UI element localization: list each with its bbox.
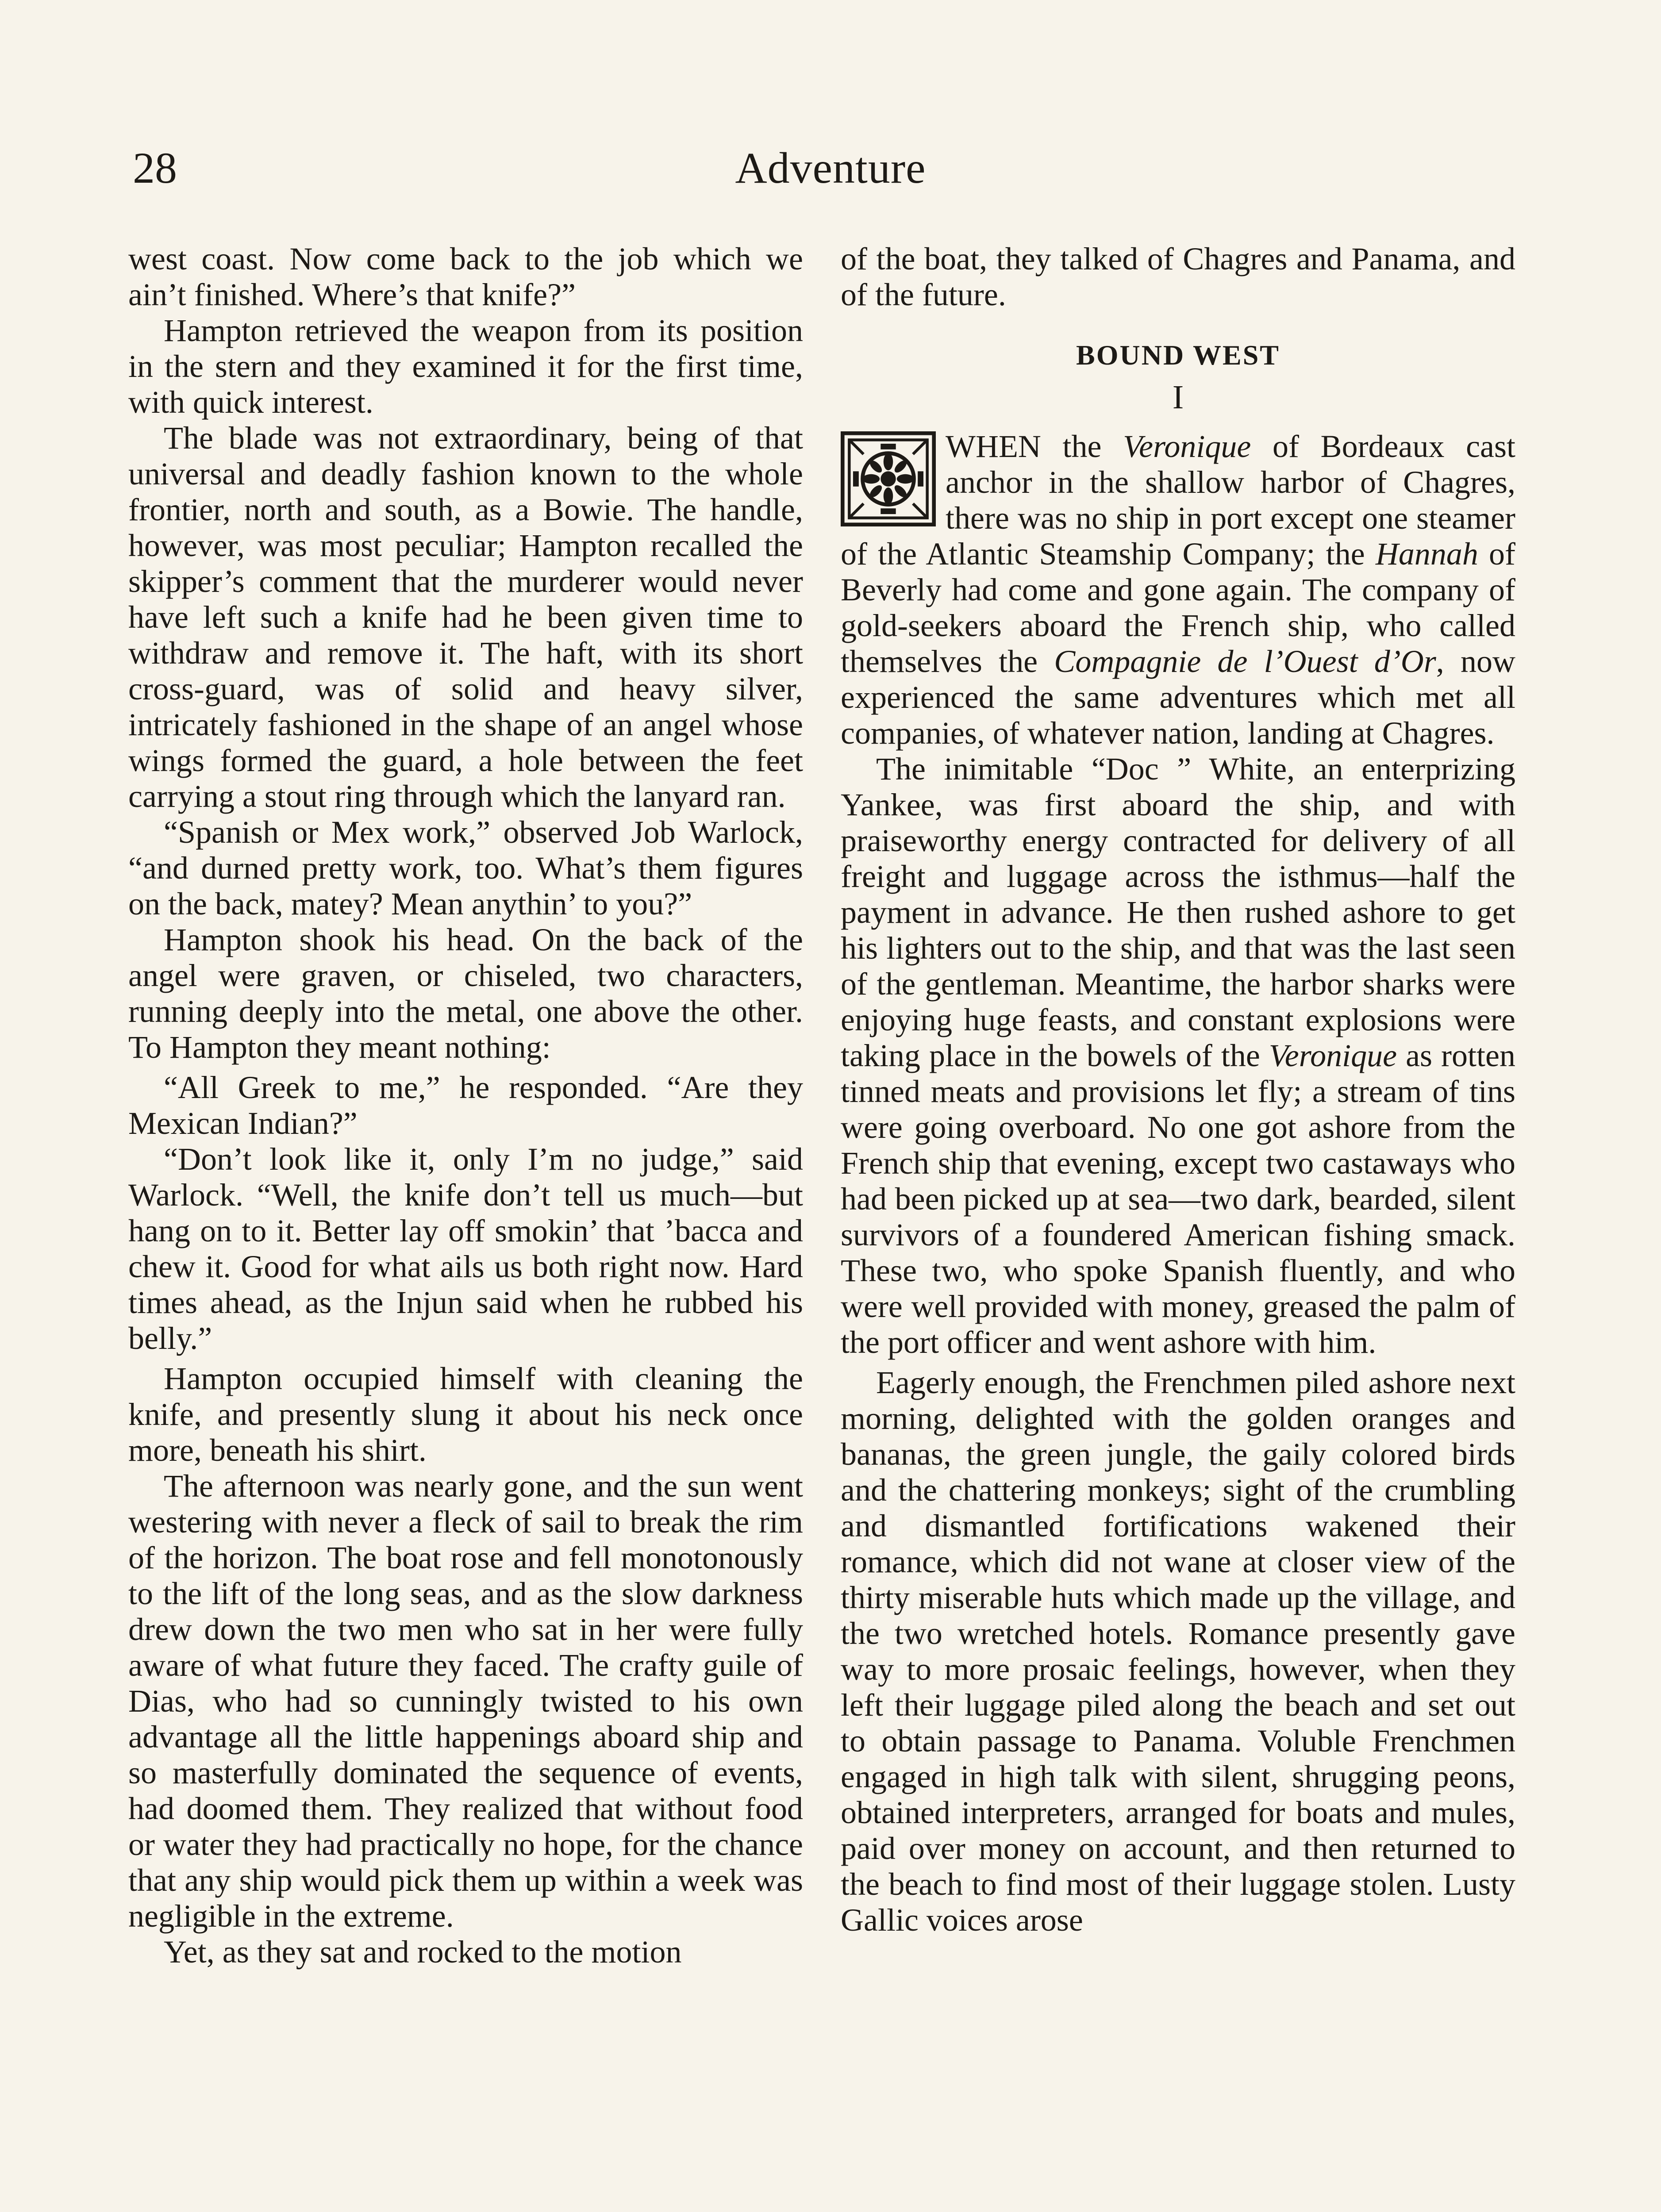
ship-name: Hannah xyxy=(1375,536,1478,572)
paragraph: The blade was not extraordinary, being of that universal and deadly fashion known to the whole frontier, north and south, as a Bowie. The handle, however, was most peculiar; Hampton recalled the skipper’s comment that the murderer would never have left such a knife had he been given time to withdraw and remove it. The haft, with its short cross-guard, was of solid and heavy silver, intricately fashioned in the shape of an angel whose wings formed the guard, a hole between the feet carrying a stout ring through which the lanyard ran. xyxy=(128,420,803,814)
left-column xyxy=(128,241,803,1970)
paragraph: west coast. Now come back to the job which we ain’t finished. Where’s that knife?” xyxy=(128,241,803,312)
text-run: as rotten tinned meats and provisions let fly; a stream of tins were going overboard. No one got ashore from the French ship that evening, except two castaways who had been picked up at sea—two dark, bearded, silent survivors of a foundered American fishing smack. These two, who spoke Spanish fluently, and who were well provided with money, greased the palm of the port officer and went ashore with him. xyxy=(841,1038,1516,1360)
right-column xyxy=(841,241,1515,1938)
paragraph: “Don’t look like it, only I’m no judge,” said Warlock. “Well, the knife don’t tell us much—but hang on to it. Better lay off smokin’ that ’bacca and chew it. Good for what ails us both right now. Hard times ahead, as the Injun said when he rubbed his belly.” xyxy=(128,1141,803,1356)
paragraph: Hampton shook his head. On the back of the angel were graven, or chiseled, two characters, running deeply into the metal, one above the other. To Hampton they meant nothing: xyxy=(128,922,803,1065)
paragraph: “Spanish or Mex work,” observed Job Warlock, “and durned pretty work, too. What’s them figures on the back, matey? Mean anythin’ to you?” xyxy=(128,814,803,922)
paragraph: Eagerly enough, the Frenchmen piled ashore next morning, delighted with the golden oranges and bananas, the green jungle, the gaily colored birds and the chattering monkeys; sight of the crumbling and dismantled fortifications wakened their romance, which did not wane at closer view of the thirty miserable huts which made up the village, and the two wretched hotels. Romance presently gave way to more prosaic feelings, however, when they left their luggage piled along the beach and set out to obtain passage to Panama. Voluble Frenchmen engaged in high talk with silent, shrugging peons, obtained interpreters, arranged for boats and mules, paid over money on account, and then returned to the beach to find most of their luggage stolen. Lusty Gallic voices arose xyxy=(841,1365,1515,1938)
text-run: of Beverly had come and gone again. The company of gold-seekers aboard the French ship, who called themselves the xyxy=(841,536,1516,679)
paragraph: Hampton retrieved the weapon from its position in the stern and they examined it for the first time, with quick interest. xyxy=(128,313,803,420)
running-title: Adventure xyxy=(735,143,926,192)
paragraph: “All Greek to me,” he responded. “Are they Mexican Indian?” xyxy=(128,1070,803,1141)
ornament-dropcap-icon xyxy=(841,431,936,526)
page-number: 28 xyxy=(133,143,177,192)
paragraph: The afternoon was nearly gone, and the sun went westering with never a fleck of sail to break the rim of the horizon. The boat rose and fell monotonously to the lift of the long seas, and as the slow darkness drew down the two men who sat in her were fully aware of what future they faced. The crafty guile of Dias, who had so cunningly twisted to his own advantage all the little happenings aboard ship and so masterfully dominated the sequence of events, had doomed them. They realized that without food or water they had practically no hope, for the chance that any ship would pick them up within a week was negligible in the extreme. xyxy=(128,1468,803,1934)
text-run: of Bordeaux cast anchor in the shallow harbor of Chagres, there was no ship in port except one steamer of the Atlantic Steamship Company; the xyxy=(841,429,1516,572)
paragraph: Hampton occupied himself with cleaning the knife, and presently slung it about his neck once more, beneath his shirt. xyxy=(128,1361,803,1468)
section-title: BOUND WEST xyxy=(1076,339,1280,371)
paragraph: Yet, as they sat and rocked to the motion xyxy=(164,1934,682,1970)
section-numeral: I xyxy=(1172,379,1184,416)
first-paragraph xyxy=(841,429,1515,751)
ship-name: Veronique xyxy=(1123,429,1251,464)
text-run: , now experienced the same adventures which met all companies, of whatever nation, landing at Chagres. xyxy=(841,644,1515,751)
text-run: WHEN the xyxy=(946,429,1123,464)
paragraph: of the boat, they talked of Chagres and Panama, and of the future. xyxy=(841,241,1515,312)
ship-name: Veronique xyxy=(1269,1038,1397,1073)
paragraph xyxy=(841,751,1515,1360)
text-run: The inimitable “Doc ” White, an enterprizing Yankee, was first aboard the ship, and with praiseworthy energy contracted for delivery of all freight and luggage across the isthmus—half the payment in advance. He then rushed ashore to get his lighters out to the ship, and that was the last seen of the gentleman. Meantime, the harbor sharks were enjoying huge feasts, and constant explosions were taking place in the bowels of the xyxy=(841,751,1515,1073)
company-name: Compagnie de l’Ouest d’Or xyxy=(1054,644,1436,679)
